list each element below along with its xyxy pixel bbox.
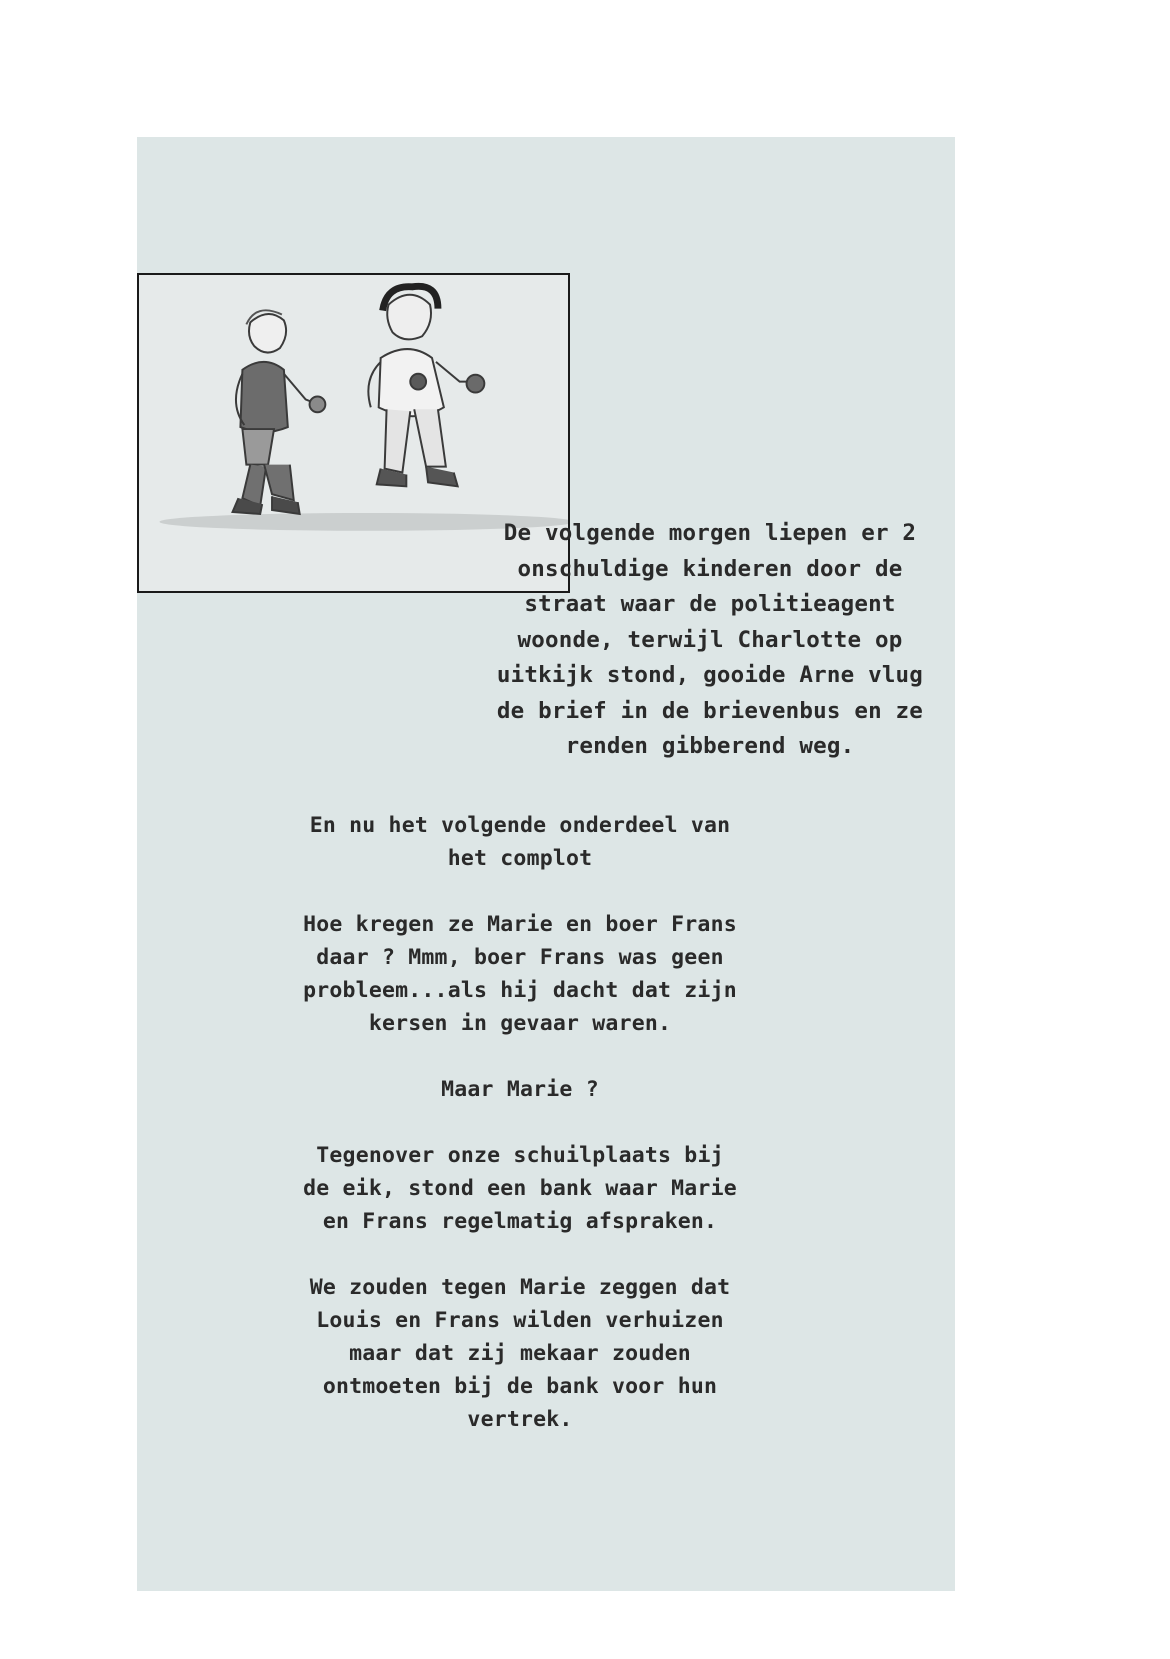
paragraph-2: Hoe kregen ze Marie en boer Frans daar ? Mmm, boer Frans was geen probleem...als hij dacht dat zijn kersen in gevaar waren. [303, 912, 737, 1036]
paragraph-4: Tegenover onze schuilplaats bij de eik, stond een bank waar Marie en Frans regelmatig afspraken. [303, 1143, 737, 1234]
paragraph-3: Maar Marie ? [441, 1077, 599, 1102]
story-text [260, 809, 780, 1469]
paragraph-1: En nu het volgende onderdeel van het complot [309, 813, 731, 871]
paragraph-5: We zouden tegen Marie zeggen dat Louis en Frans wilden verhuizen maar dat zij mekaar zouden ontmoeten bij de bank voor hun vertrek. [309, 1275, 731, 1432]
intro-paragraph: De volgende morgen liepen er 2 onschuldige kinderen door de straat waar de politieagent woonde, terwijl Charlotte op uitkijk stond, gooide Arne vlug de brief in de brievenbus en ze renden gibberend weg. [496, 520, 924, 759]
